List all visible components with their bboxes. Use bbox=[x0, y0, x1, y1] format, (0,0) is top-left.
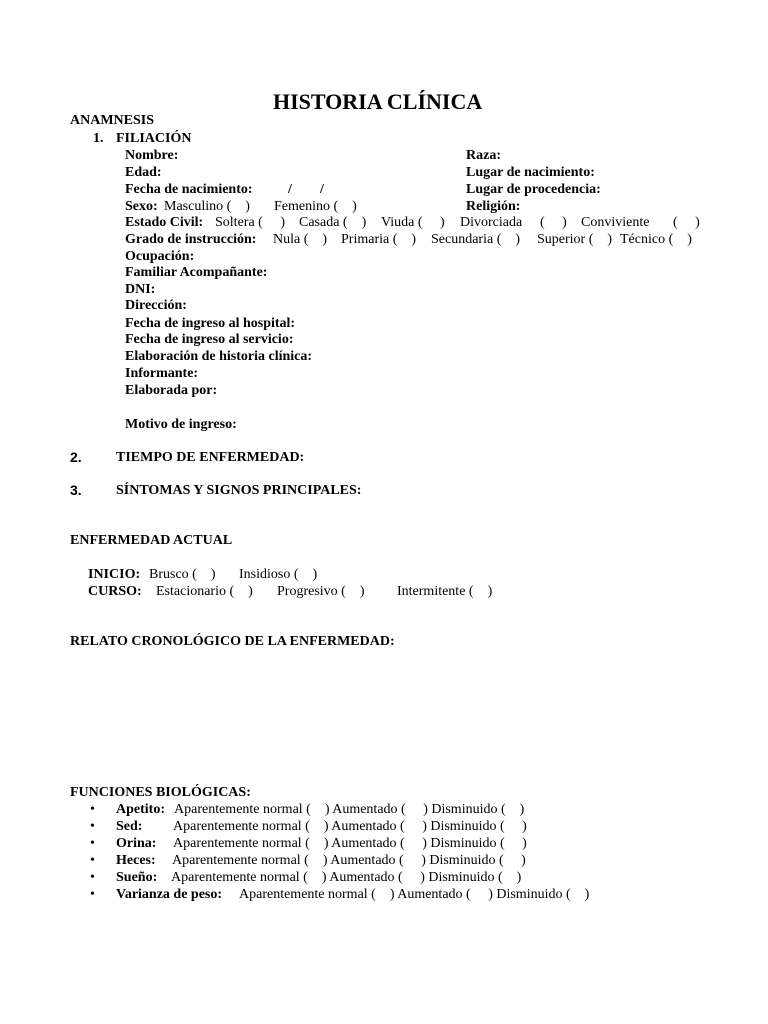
bullet-icon: • bbox=[90, 819, 95, 834]
elaboracion-historia-label: Elaboración de historia clínica: bbox=[125, 349, 313, 364]
fecha-slash: / bbox=[288, 182, 292, 197]
orina-label: Orina: bbox=[116, 836, 157, 851]
direccion-label: Dirección: bbox=[125, 298, 187, 313]
orina-options[interactable]: Aparentemente normal ( ) Aumentado ( ) Disminuido ( ) bbox=[173, 836, 527, 851]
grado-primaria-option[interactable]: Primaria ( ) bbox=[341, 232, 417, 247]
relato-cronologico-heading: RELATO CRONOLÓGICO DE LA ENFERMEDAD: bbox=[70, 634, 395, 649]
sueno-label: Sueño: bbox=[116, 870, 158, 885]
sueno-options[interactable]: Aparentemente normal ( ) Aumentado ( ) Disminuido ( ) bbox=[171, 870, 522, 885]
nombre-label: Nombre: bbox=[125, 148, 179, 163]
heces-options[interactable]: Aparentemente normal ( ) Aumentado ( ) Disminuido ( ) bbox=[172, 853, 526, 868]
varianza-peso-label: Varianza de peso: bbox=[116, 887, 223, 902]
apetito-label: Apetito: bbox=[116, 802, 165, 817]
grado-secundaria-option[interactable]: Secundaria ( ) bbox=[431, 232, 521, 247]
section-2-number: 2. bbox=[70, 449, 82, 465]
lugar-nacimiento-label: Lugar de nacimiento: bbox=[466, 165, 595, 180]
curso-estacionario-option[interactable]: Estacionario ( ) bbox=[156, 584, 253, 599]
sexo-masculino-option[interactable]: Masculino ( ) bbox=[164, 199, 250, 214]
familiar-acompanante-label: Familiar Acompañante: bbox=[125, 265, 268, 280]
varianza-peso-options[interactable]: Aparentemente normal ( ) Aumentado ( ) Disminuido ( ) bbox=[239, 887, 590, 902]
ocupacion-label: Ocupación: bbox=[125, 249, 195, 264]
estado-divorciada-option[interactable]: Divorciada bbox=[460, 215, 523, 230]
page-title: HISTORIA CLÍNICA bbox=[273, 89, 483, 114]
bullet-icon: • bbox=[90, 802, 95, 817]
estado-divorciada-box[interactable]: ( ) bbox=[540, 215, 567, 230]
sintomas-signos-heading: SÍNTOMAS Y SIGNOS PRINCIPALES: bbox=[116, 483, 362, 498]
estado-casada-option[interactable]: Casada ( ) bbox=[299, 215, 367, 230]
bullet-icon: • bbox=[90, 853, 95, 868]
estado-conviviente-box[interactable]: ( ) bbox=[673, 215, 700, 230]
apetito-options[interactable]: Aparentemente normal ( ) Aumentado ( ) Disminuido ( ) bbox=[174, 802, 525, 817]
estado-civil-label: Estado Civil: bbox=[125, 215, 204, 230]
curso-progresivo-option[interactable]: Progresivo ( ) bbox=[277, 584, 365, 599]
curso-intermitente-option[interactable]: Intermitente ( ) bbox=[397, 584, 493, 599]
raza-label: Raza: bbox=[466, 148, 501, 163]
grado-nula-option[interactable]: Nula ( ) bbox=[273, 232, 328, 247]
bullet-icon: • bbox=[90, 836, 95, 851]
curso-label: CURSO: bbox=[88, 584, 142, 599]
heces-label: Heces: bbox=[116, 853, 156, 868]
fecha-slash: / bbox=[320, 182, 324, 197]
elaborada-por-label: Elaborada por: bbox=[125, 383, 218, 398]
sexo-femenino-option[interactable]: Femenino ( ) bbox=[274, 199, 357, 214]
fecha-ingreso-hospital-label: Fecha de ingreso al hospital: bbox=[125, 316, 296, 331]
motivo-ingreso-label: Motivo de ingreso: bbox=[125, 417, 237, 432]
sexo-label: Sexo: bbox=[125, 199, 158, 214]
fecha-ingreso-servicio-label: Fecha de ingreso al servicio: bbox=[125, 332, 294, 347]
grado-tecnico-option[interactable]: Técnico ( ) bbox=[620, 232, 692, 247]
estado-viuda-option[interactable]: Viuda ( ) bbox=[381, 215, 445, 230]
filiacion-number: 1. bbox=[93, 131, 104, 146]
estado-conviviente-option[interactable]: Conviviente bbox=[581, 215, 650, 230]
anamnesis-heading: ANAMNESIS bbox=[70, 113, 155, 128]
section-3-number: 3. bbox=[70, 482, 82, 498]
tiempo-enfermedad-heading: TIEMPO DE ENFERMEDAD: bbox=[116, 450, 305, 465]
sed-label: Sed: bbox=[116, 819, 143, 834]
inicio-brusco-option[interactable]: Brusco ( ) bbox=[149, 567, 216, 582]
filiacion-heading: FILIACIÓN bbox=[116, 131, 192, 146]
grado-instruccion-label: Grado de instrucción: bbox=[125, 232, 257, 247]
inicio-label: INICIO: bbox=[88, 567, 141, 582]
sed-options[interactable]: Aparentemente normal ( ) Aumentado ( ) Disminuido ( ) bbox=[173, 819, 527, 834]
estado-soltera-option[interactable]: Soltera ( ) bbox=[215, 215, 285, 230]
edad-label: Edad: bbox=[125, 165, 162, 180]
lugar-procedencia-label: Lugar de procedencia: bbox=[466, 182, 601, 197]
enfermedad-actual-heading: ENFERMEDAD ACTUAL bbox=[70, 533, 233, 548]
grado-superior-option[interactable]: Superior ( ) bbox=[537, 232, 613, 247]
fecha-nacimiento-label: Fecha de nacimiento: bbox=[125, 182, 253, 197]
religion-label: Religión: bbox=[466, 199, 521, 214]
informante-label: Informante: bbox=[125, 366, 199, 381]
bullet-icon: • bbox=[90, 887, 95, 902]
funciones-biologicas-heading: FUNCIONES BIOLÓGICAS: bbox=[70, 785, 251, 800]
bullet-icon: • bbox=[90, 870, 95, 885]
inicio-insidioso-option[interactable]: Insidioso ( ) bbox=[239, 567, 318, 582]
dni-label: DNI: bbox=[125, 282, 156, 297]
